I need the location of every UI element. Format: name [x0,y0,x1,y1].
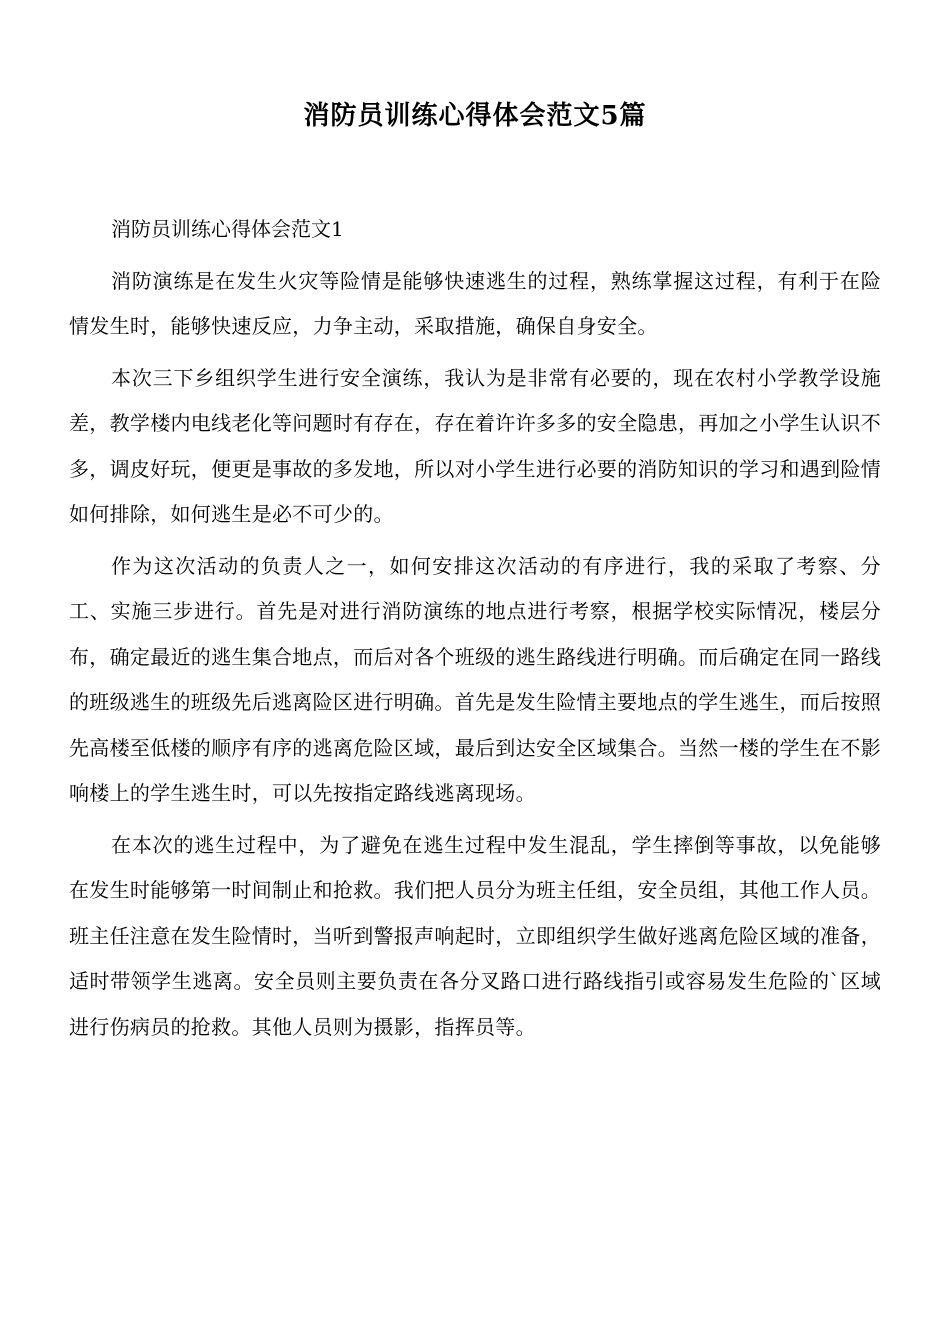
paragraph-1: 消防演练是在发生火灾等险情是能够快速逃生的过程，熟练掌握这过程，有利于在险情发生时，能够快速反应，力争主动，采取措施，确保自身安全。 [69,268,881,338]
paragraph-4: 在本次的逃生过程中，为了避免在逃生过程中发生混乱，学生摔倒等事故，以免能够在发生时能够第一时间制止和抢救。我们把人员分为班主任组，安全员组，其他工作人员。班主任注意在发生险情时，当听到警报声响起时，立即组织学生做好逃离危险区域的准备，适时带领学生逃离。安全员则主要负责在各分叉路口进行路线指引或容易发生危险的`区域进行伤病员的抢救。其他人员则为摄影，指挥员等。 [69,832,881,1039]
paragraph-2: 本次三下乡组织学生进行安全演练，我认为是非常有必要的，现在农村小学教学设施差，教学楼内电线老化等问题时有存在，存在着许许多多的安全隐患，再加之小学生认识不多，调皮好玩，便更是事故的多发地，所以对小学生进行必要的消防知识的学习和遇到险情如何排除，如何逃生是必不可少的。 [69,365,881,526]
document-title: 消防员训练心得体会范文5篇 [303,101,647,131]
paragraph-3: 作为这次活动的负责人之一，如何安排这次活动的有序进行，我的采取了考察、分工、实施三步进行。首先是对进行消防演练的地点进行考察，根据学校实际情况，楼层分布，确定最近的逃生集合地点，而后对各个班级的逃生路线进行明确。而后确定在同一路线的班级逃生的班级先后逃离险区进行明确。首先是发生险情主要地点的学生逃生，而后按照先高楼至低楼的顺序有序的逃离危险区域，最后到达安全区域集合。当然一楼的学生在不影响楼上的学生逃生时，可以先按指定路线逃离现场。 [69,553,881,805]
document-body [69,207,881,1050]
section-heading: 消防员训练心得体会范文1 [111,217,344,241]
